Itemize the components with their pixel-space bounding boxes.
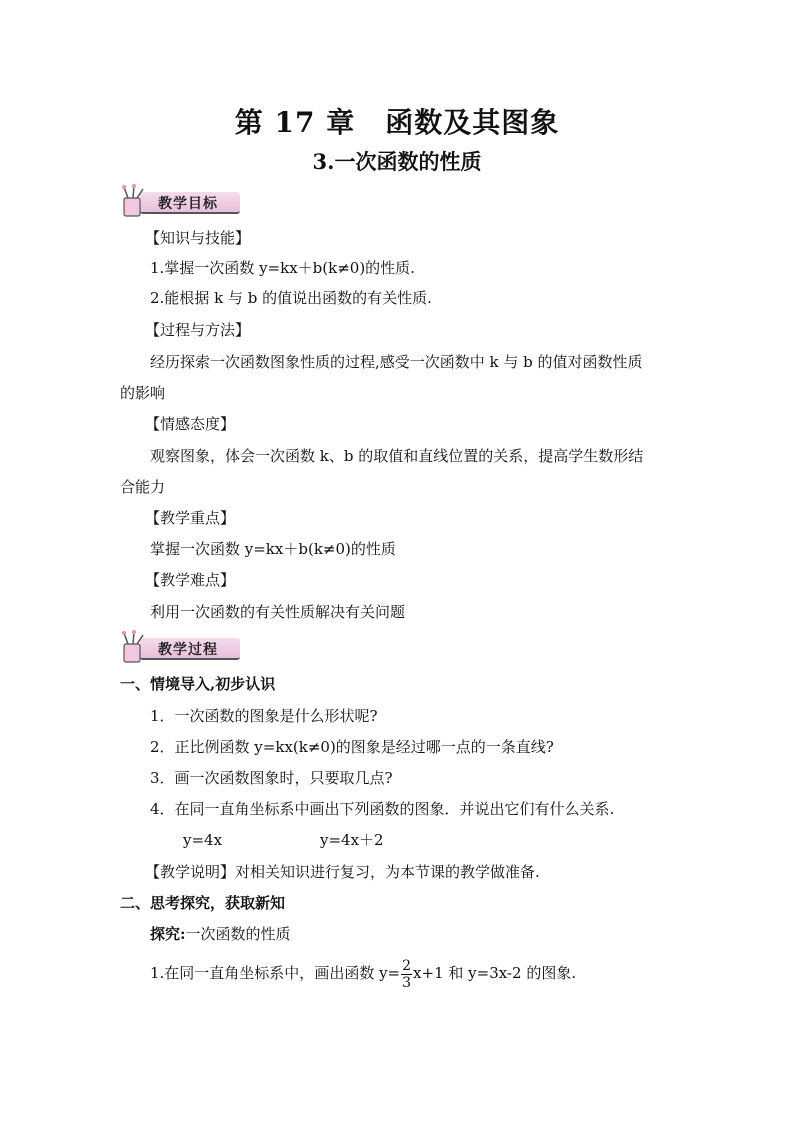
pencil-cup-icon — [118, 184, 158, 220]
explore-line — [150, 924, 291, 944]
emotion-text-line-1: 观察图象，体会一次函数 k、b 的取值和直线位置的关系，提高学生数形结 — [150, 447, 644, 465]
difficulty-text: 利用一次函数的有关性质解决有关问题 — [150, 603, 406, 621]
process-text-line-1: 经历探索一次函数图象性质的过程,感受一次函数中 k 与 b 的值对函数性质 — [150, 353, 643, 371]
banner-label: 教学过程 — [158, 642, 218, 658]
explore-label: 探究: — [150, 925, 186, 943]
emotion-text-line-2: 合能力 — [120, 478, 166, 496]
task-text-after: x+1 和 y=3x-2 的图象. — [413, 964, 577, 982]
part-2-heading: 二、思考探究，获取新知 — [120, 894, 286, 912]
heading-difficulty: 【教学难点】 — [145, 571, 236, 589]
fraction-numerator: 2 — [402, 957, 412, 974]
function-1: y=4x — [183, 831, 223, 849]
question-1: 1．一次函数的图象是什么形状呢? — [150, 707, 378, 725]
question-4: 4．在同一直角坐标系中画出下列函数的图象．并说出它们有什么关系. — [150, 800, 615, 818]
lesson-title: 3.一次函数的性质 — [312, 149, 482, 174]
banner-label: 教学目标 — [158, 196, 218, 212]
heading-knowledge: 【知识与技能】 — [145, 229, 251, 247]
knowledge-item-1: 1.掌握一次函数 y=kx＋b(k≠0)的性质. — [150, 259, 415, 277]
task-text-before: 1.在同一直角坐标系中，画出函数 y= — [150, 964, 401, 982]
question-2: 2．正比例函数 y=kx(k≠0)的图象是经过哪一点的一条直线? — [150, 738, 554, 756]
knowledge-item-2: 2.能根据 k 与 b 的值说出函数的有关性质. — [150, 289, 432, 307]
chapter-title — [0, 101, 794, 141]
explore-text: 一次函数的性质 — [185, 925, 291, 943]
part-1-heading: 一、情境导入,初步认识 — [120, 675, 276, 693]
task-line — [150, 956, 576, 991]
fraction — [401, 958, 412, 991]
fraction-denominator: 3 — [402, 974, 412, 991]
key-point-text: 掌握一次函数 y=kx＋b(k≠0)的性质 — [150, 540, 396, 558]
pencil-cup-icon — [118, 630, 158, 666]
heading-key-point: 【教学重点】 — [145, 509, 236, 527]
process-text-line-2: 的影响 — [120, 384, 166, 402]
heading-process: 【过程与方法】 — [145, 321, 251, 339]
chapter-number: 第 17 章 — [234, 106, 356, 139]
teaching-goals-banner — [118, 184, 242, 220]
heading-emotion: 【情感态度】 — [145, 415, 236, 433]
teaching-note: 【教学说明】对相关知识进行复习，为本节课的教学做准备. — [145, 863, 540, 881]
teaching-process-banner — [118, 630, 242, 666]
function-2: y=4x＋2 — [320, 831, 384, 849]
question-3: 3．画一次函数图象时，只要取几点? — [150, 769, 393, 787]
chapter-topic: 函数及其图象 — [385, 106, 560, 139]
